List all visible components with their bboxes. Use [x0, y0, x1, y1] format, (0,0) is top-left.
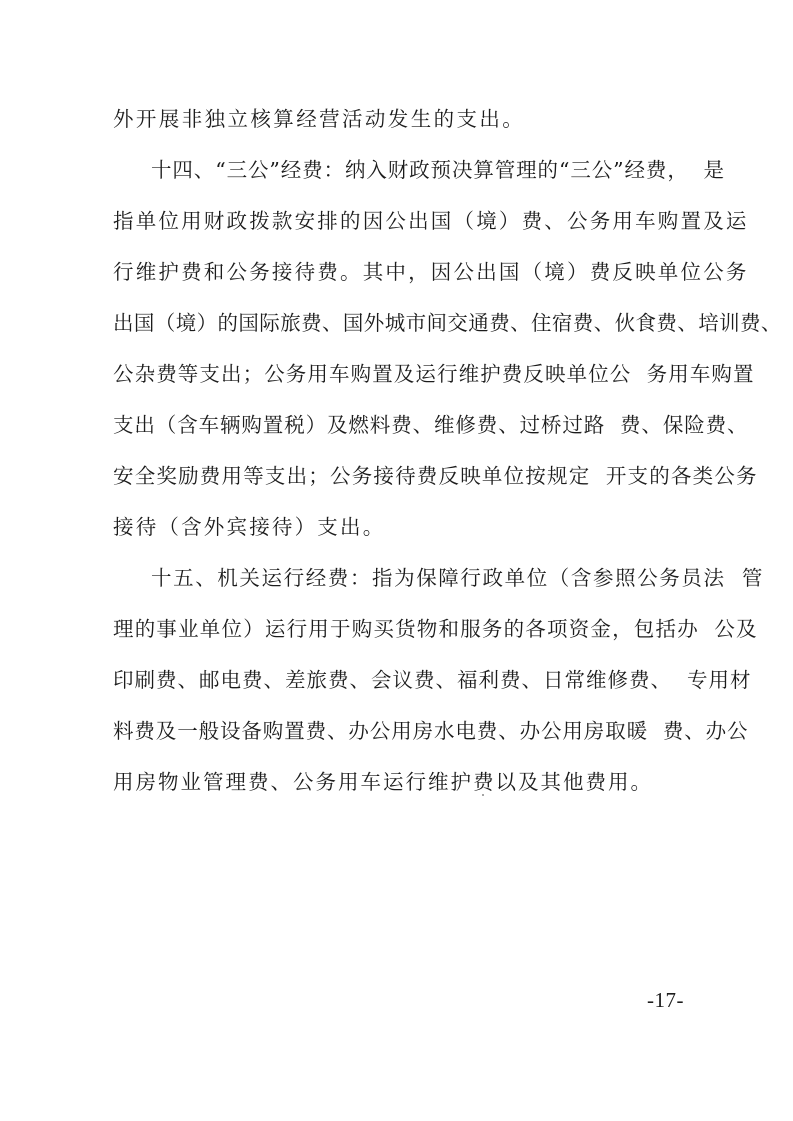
text-line: 行维护费和公务接待费。其中，因公出国（境）费反映单位公务: [113, 260, 749, 284]
text-line: 料费及一般设备购置费、办公用房水电费、办公用房取暖 费、办公: [113, 719, 749, 743]
text-line: 指单位用财政拨款安排的因公出国（境）费、公务用车购置及运: [113, 209, 749, 233]
text-line: 接待（含外宾接待）支出。: [113, 515, 386, 539]
section-14-heading-line: 十四、“三公”经费：纳入财政预决算管理的“三公”经费， 是: [151, 158, 725, 182]
text-line: 用房物业管理费、公务用车运行维护费以及其他费用。: [113, 770, 653, 794]
page-number: -17-: [647, 988, 684, 1012]
text-line: 出国（境）的国际旅费、国外城市间交通费、住宿费、伙食费、培训费、: [113, 311, 782, 335]
text-line: 外开展非独立核算经营活动发生的支出。: [113, 107, 526, 131]
text-line: 支出（含车辆购置税）及燃料费、维修费、过桥过路 费、保险费、: [113, 413, 749, 437]
text-line: 理的事业单位）运行用于购买货物和服务的各项资金，包括办 公及: [113, 617, 758, 641]
text-line: 安全奖励费用等支出；公务接待费反映单位按规定 开支的各类公务: [113, 464, 758, 488]
section-15-heading-line: 十五、机关运行经费：指为保障行政单位（含参照公务员法 管: [151, 566, 764, 590]
text-line: 公杂费等支出；公务用车购置及运行维护费反映单位公 务用车购置: [113, 362, 755, 386]
text-line: 印刷费、邮电费、差旅费、会议费、福利费、日常维修费、 专用材: [113, 668, 752, 692]
scan-speck: [482, 794, 484, 796]
